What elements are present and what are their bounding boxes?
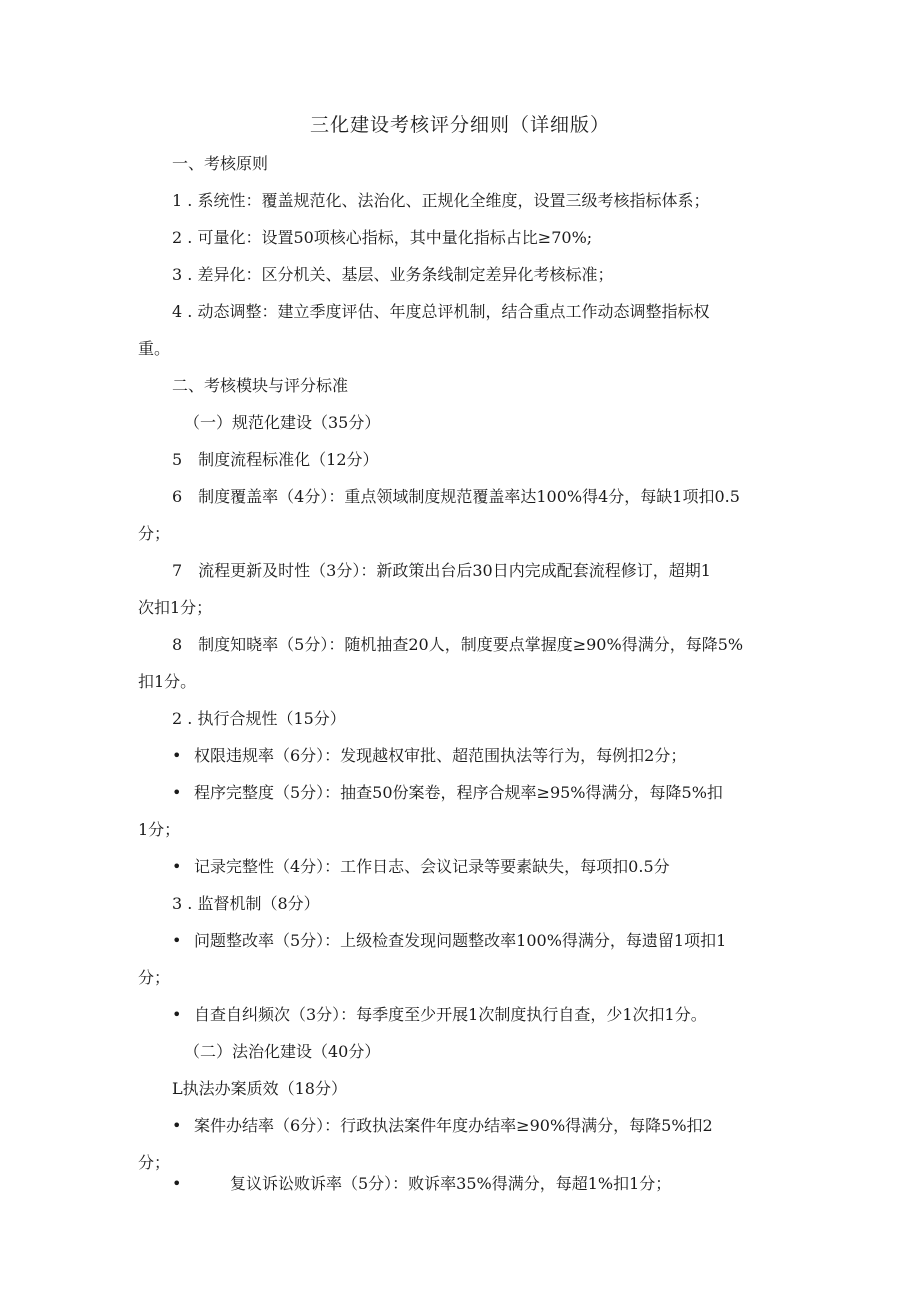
- bullet-icon: •: [172, 1005, 182, 1024]
- bullet-icon: •: [172, 1174, 182, 1193]
- section-heading-modules: 二、考核模块与评分标准: [172, 376, 349, 395]
- bullet-text: 案件办结率（6分）：行政执法案件年度办结率≥90%得满分，每降5%扣2: [194, 1116, 713, 1135]
- item-6-line1: 6 制度覆盖率（4分）：重点领域制度规范覆盖率达100%得4分，每缺1项扣0.5: [172, 487, 740, 506]
- bullet-item-4-line2: 分；: [138, 968, 171, 987]
- bullet-text: 记录完整性（4分）：工作日志、会议记录等要素缺失，每项扣0.5分: [194, 857, 670, 876]
- item-8-line2: 扣1分。: [138, 672, 197, 691]
- principle-item-2: 2 . 可量化：设置50项核心指标，其中量化指标占比≥70%;: [172, 228, 593, 247]
- section-heading-principles: 一、考核原则: [172, 154, 269, 173]
- item-8-line1: 8 制度知晓率（5分）：随机抽查20人，制度要点掌握度≥90%得满分，每降5%: [172, 635, 744, 654]
- item-supervision: 3 . 监督机制（8分）: [172, 894, 320, 913]
- bullet-item-6-line1: [172, 1114, 713, 1138]
- bullet-text: 复议诉讼败诉率（5分）：败诉率35%得满分，每超1%扣1分；: [230, 1174, 672, 1193]
- bullet-icon: •: [172, 1116, 182, 1135]
- bullet-text: 问题整改率（5分）：上级检查发现问题整改率100%得满分，每遗留1项扣1: [194, 931, 727, 950]
- principle-item-4-line2: 重。: [138, 339, 171, 358]
- principle-item-1: 1 . 系统性：覆盖规范化、法治化、正规化全维度，设置三级考核指标体系；: [172, 191, 710, 210]
- bullet-item-3: [172, 855, 670, 879]
- bullet-item-2-line1: [172, 781, 723, 805]
- item-execution-compliance: 2 . 执行合规性（15分）: [172, 709, 346, 728]
- subsection-heading-standardization: （一）规范化建设（35分）: [184, 413, 381, 432]
- bullet-item-1: [172, 744, 686, 768]
- bullet-item-5: [172, 1003, 707, 1027]
- bullet-item-7: [172, 1172, 671, 1196]
- item-enforcement-quality: L执法办案质效（18分）: [172, 1079, 347, 1098]
- bullet-text: 权限违规率（6分）：发现越权审批、超范围执法等行为，每例扣2分；: [194, 746, 687, 765]
- item-7-line2: 次扣1分；: [138, 598, 213, 617]
- bullet-text: 程序完整度（5分）：抽查50份案卷，程序合规率≥95%得满分，每降5%扣: [194, 783, 723, 802]
- bullet-item-4-line1: [172, 929, 726, 953]
- principle-item-3: 3 . 差异化：区分机关、基层、业务条线制定差异化考核标准；: [172, 265, 614, 284]
- bullet-icon: •: [172, 931, 182, 950]
- bullet-item-2-line2: 1分；: [138, 820, 181, 839]
- principle-item-4-line1: 4 . 动态调整：建立季度评估、年度总评机制，结合重点工作动态调整指标权: [172, 302, 710, 321]
- document-title: 三化建设考核评分细则（详细版）: [309, 114, 610, 136]
- item-5: 5 制度流程标准化（12分）: [172, 450, 379, 469]
- bullet-icon: •: [172, 746, 182, 765]
- item-6-line2: 分；: [138, 524, 171, 543]
- subsection-heading-legalization: （二）法治化建设（40分）: [184, 1042, 381, 1061]
- bullet-icon: •: [172, 783, 182, 802]
- bullet-item-6-line2: 分；: [138, 1153, 171, 1172]
- item-7-line1: 7 流程更新及时性（3分）：新政策出台后30日内完成配套流程修订，超期1: [172, 561, 711, 580]
- bullet-text: 自查自纠频次（3分）：每季度至少开展1次制度执行自查，少1次扣1分。: [194, 1005, 707, 1024]
- bullet-icon: •: [172, 857, 182, 876]
